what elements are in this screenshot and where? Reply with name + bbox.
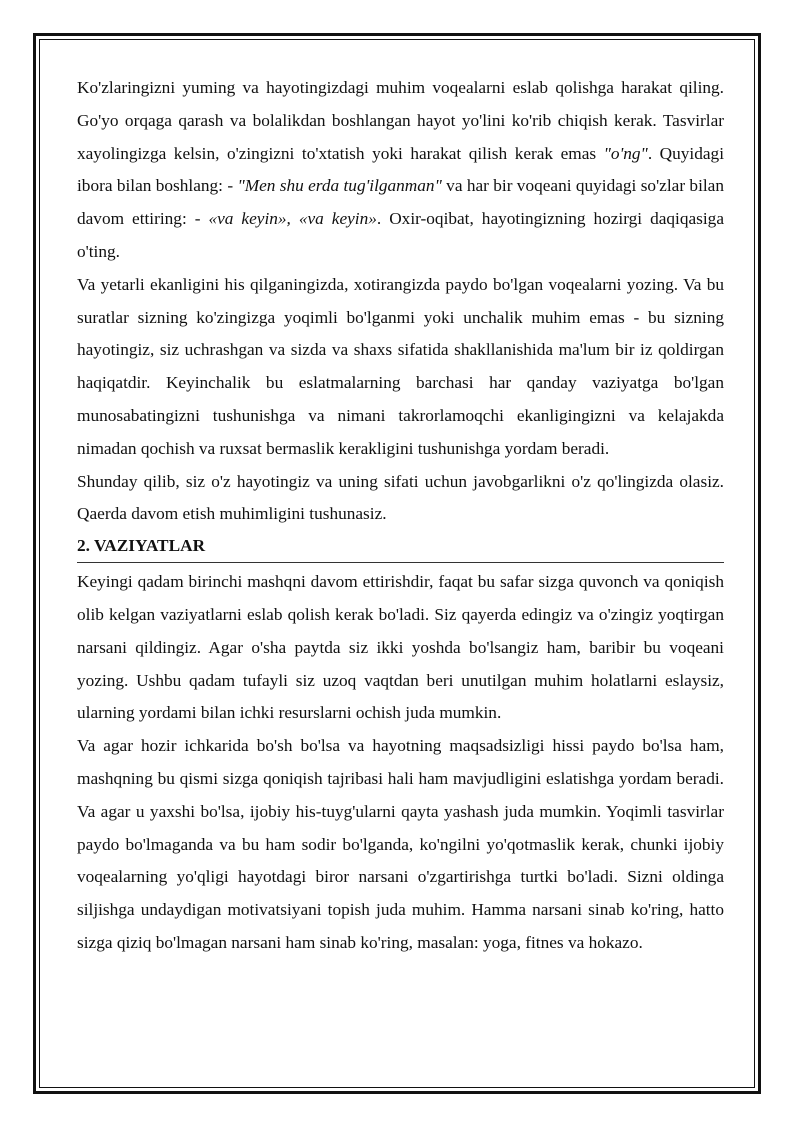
italic-text: "o'ng" [603,143,648,163]
paragraph [77,72,724,269]
text-run: . Oxir-oqibat, hayotingizning hozirgi daqiqasiga o'ting. [77,209,724,261]
text-run: Va agar hozir ichkarida bo'sh bo'lsa va hayotning maqsadsizligi hissi paydo bo'lsa ham, mashqning bu qismi sizga qoniqish tajribasi hali ham mavjudligini eslatishga yordam beradi. Va agar u yaxshi bo'lsa, ijobiy his-tuyg'ularni qayta yashash juda mumkin. Yoqimli tasvirlar paydo bo'lmaganda va bu ham sodir bo'lganda, ko'ngilni yo'qotmaslik kerak, chunki ijobiy voqealarning yo'qligi hayotdagi biror narsani o'zgartirishga turtki bo'ladi. Sizni oldinga siljishga undaydigan motivatsiyani topish juda muhim. Hamma narsani sinab ko'ring, hatto sizga qiziq bo'lmagan narsani ham sinab ko'ring, masalan: yoga, fitnes va hokazo. [77,736,724,952]
text-run: Ko'zlaringizni yuming va hayotingizdagi muhim voqealarni eslab qolishga harakat qiling. Go'yo orqaga qarash va bolalikdan boshlangan hayot yo'lini ko'rib chiqish kerak. Tasvirlar xayolingizga kelsin, o'zingizni to'xtatish yoki harakat qilish kerak emas [77,78,724,163]
italic-text: «va keyin», «va keyin» [208,209,377,229]
text-run: Keyingi qadam birinchi mashqni davom ettirishdir, faqat bu safar sizga quvonch va qoniqish olib kelgan vaziyatlarni eslab qolish kerak bo'ladi. Siz qayerda edingiz va o'zingiz yoqtirgan narsani qildingiz. Agar o'sha paytda siz ikki yoshda bo'lsangiz ham, baribir bu voqeani yozing. Ushbu qadam tufayli siz uzoq vaqtdan beri unutilgan muhim holatlarni eslaysiz, ularning yordami bilan ichki resurslarni ochish juda mumkin. [77,572,724,723]
text-run: Shunday qilib, siz o'z hayotingiz va uning sifati uchun javobgarlikni o'z qo'lingizda olasiz. Qaerda davom etish muhimligini tushunasiz. [77,471,724,524]
text-run: Va yetarli ekanligini his qilganingizda, xotirangizda paydo bo'lgan voqealarni yozing. Va bu suratlar sizning ko'zingizga yoqimli bo'lganmi yoki unchalik muhim emas - bu sizning hayotingiz, siz uchrashgan va sizda va shaxs sifatida shakllanishida ma'lum bir iz qoldirgan haqiqatdir. Keyinchalik bu eslatmalarning barchasi har qanday vaziyatga bo'lgan munosabatingizni tushunishga va nimani takrorlamoqchi ekanligingizni va kelajakda nimadan qochish va ruxsat bermaslik kerakligini tushunishga yordam beradi. [77,274,724,458]
paragraph [77,730,724,960]
intro-section [77,72,724,531]
situations-section [77,566,724,960]
text-run: va har bir voqeani quyidagi so'zlar bilan davom ettiring: - [77,176,724,229]
paragraph [77,466,724,532]
section-heading: 2. VAZIYATLAR [77,531,724,563]
italic-text: "Men shu erda tug'ilganman" [237,176,442,196]
paragraph [77,566,724,730]
paragraph [77,269,724,466]
document-body [77,72,724,960]
text-run: . Quyidagi ibora bilan boshlang: - [77,143,724,196]
